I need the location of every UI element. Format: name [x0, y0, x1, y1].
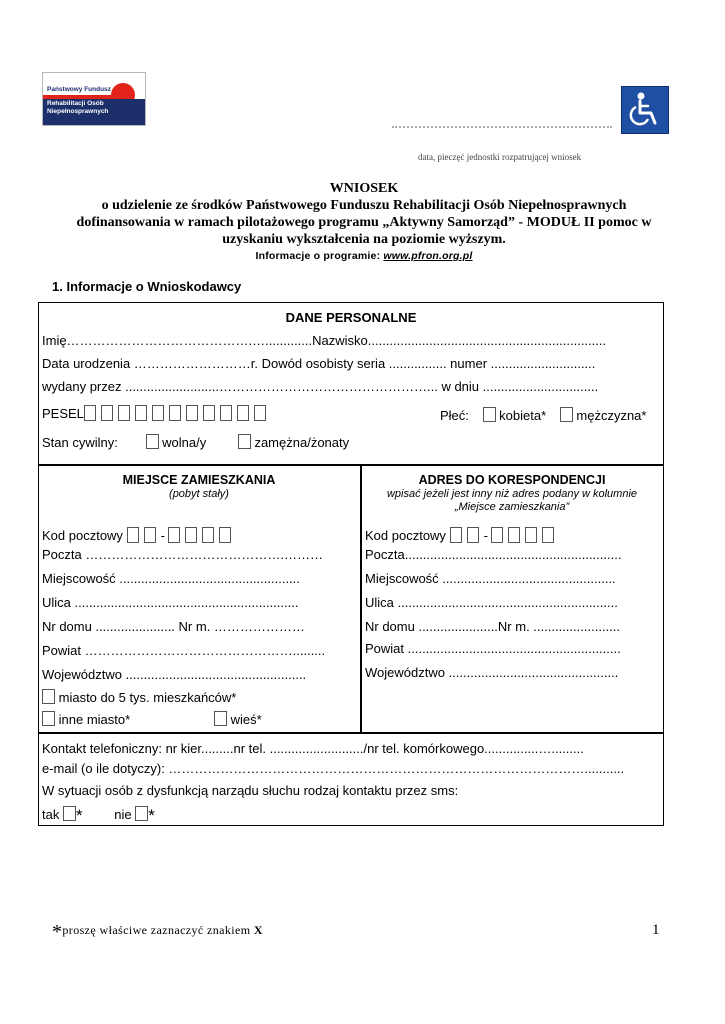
- village-option: [214, 711, 262, 728]
- residence-zip-row: [42, 527, 236, 544]
- sms-options: [42, 806, 155, 824]
- correspondence-county[interactable]: Powiat ...........................................................: [365, 641, 621, 656]
- title-line2: o udzielenie ze środków Państwowego Funduszu Rehabilitacji Osób Niepełnosprawnych: [101, 198, 627, 213]
- pesel-row: [42, 405, 271, 422]
- correspondence-post[interactable]: Poczta............................................................: [365, 547, 622, 562]
- section-heading: 1. Informacje o Wnioskodawcy: [52, 279, 242, 294]
- male-checkbox[interactable]: [560, 407, 573, 422]
- logo-line2: Rehabilitacji Osób Niepełnosprawnych: [47, 100, 109, 115]
- logo-line1: Państwowy Fundusz: [47, 86, 111, 93]
- residence-sub: (pobyt stały): [169, 488, 229, 500]
- correspondence-header: ADRES DO KORESPONDENCJI: [418, 473, 606, 487]
- pesel-label: PESEL: [42, 406, 84, 421]
- correspondence-sub1: wpisać jeżeli jest inny niż adres podany w kolumnie: [386, 488, 638, 500]
- footnote-mark: X: [253, 923, 263, 937]
- issued-field[interactable]: wydany przez ..........................…………………………………………... w dniu ................................: [42, 379, 599, 394]
- residence-street[interactable]: Ulica ..............................................................: [42, 595, 299, 610]
- title-line3: dofinansowania w ramach pilotażowego programu „Aktywny Samorząd” - MODUŁ II pomoc w: [76, 215, 652, 230]
- correspondence-zip-label: Kod pocztowy: [365, 528, 446, 543]
- page-number: 1: [652, 922, 660, 938]
- correspondence-sub2: „Miejsce zamieszkania”: [454, 501, 570, 513]
- small-city-label: miasto do 5 tys. mieszkańców*: [58, 690, 237, 705]
- program-info: [40, 250, 688, 262]
- program-info-label: Informacje o programie:: [255, 250, 381, 262]
- residence-post[interactable]: Poczta ……………………………………….………: [42, 547, 323, 562]
- female-label: kobieta*: [499, 408, 547, 423]
- title-line1: WNIOSEK: [329, 181, 399, 196]
- correspondence-zip-boxes[interactable]: -: [450, 528, 559, 543]
- pfron-logo: [42, 72, 146, 126]
- small-city-checkbox[interactable]: [42, 689, 55, 704]
- residence-county[interactable]: Powiat ………………………………………….........: [42, 643, 326, 658]
- gender-label: Płeć:: [440, 408, 469, 423]
- married-checkbox[interactable]: [238, 434, 251, 449]
- correspondence-zip-row: [365, 527, 559, 544]
- other-city-checkbox[interactable]: [42, 711, 55, 726]
- sms-no-label: nie: [114, 807, 132, 822]
- pesel-boxes[interactable]: [84, 406, 271, 421]
- other-city-option: [42, 711, 130, 728]
- program-link[interactable]: www.pfron.org.pl: [383, 250, 473, 262]
- sms-question: W sytuacji osób z dysfunkcją narządu słuchu rodzaj kontaktu przez sms:: [42, 783, 459, 798]
- correspondence-city[interactable]: Miejscowość ................................................: [365, 571, 616, 586]
- residence-house[interactable]: Nr domu ...................... Nr m. …………………: [42, 619, 305, 634]
- correspondence-house[interactable]: Nr domu ......................Nr m. ........................: [365, 619, 620, 634]
- wheelchair-icon: [621, 86, 669, 134]
- residence-city[interactable]: Miejscowość ..................................................: [42, 571, 300, 586]
- residence-zip-boxes[interactable]: -: [127, 528, 236, 543]
- village-label: wieś*: [230, 712, 262, 727]
- email-field[interactable]: e-mail (o ile dotyczy): ……………………………………………………………………………………...........: [42, 761, 625, 776]
- sms-yes-checkbox[interactable]: [63, 806, 76, 821]
- civil-row: [42, 434, 349, 451]
- male-label: mężczyzna*: [576, 408, 647, 423]
- footnote: [52, 921, 263, 944]
- name-field[interactable]: Imię…………………………………….….............Nazwisko..................................................................: [42, 333, 607, 348]
- civil-label: Stan cywilny:: [42, 435, 118, 450]
- small-city-option: [42, 689, 236, 706]
- personal-header: DANE PERSONALNE: [285, 310, 417, 325]
- sms-yes-label: tak: [42, 807, 60, 822]
- footnote-text: proszę właściwe zaznaczyć znakiem: [62, 923, 254, 937]
- female-checkbox[interactable]: [483, 407, 496, 422]
- title-line4: uzyskaniu wykształcenia na poziomie wyższym.: [222, 232, 506, 247]
- gender-row: [440, 407, 646, 424]
- residence-voivodeship[interactable]: Województwo ..................................................: [42, 667, 307, 682]
- sms-no-star: *: [148, 806, 155, 825]
- sms-yes-star: *: [75, 806, 83, 825]
- phone-field[interactable]: Kontakt telefoniczny: nr kier.........nr tel. ........................../nr tel. komórkowego...............….........: [42, 741, 584, 756]
- footnote-star: *: [52, 921, 63, 943]
- sms-no-checkbox[interactable]: [135, 806, 148, 821]
- correspondence-voivodeship[interactable]: Województwo ...............................................: [365, 665, 619, 680]
- village-checkbox[interactable]: [214, 711, 227, 726]
- correspondence-street[interactable]: Ulica .............................................................: [365, 595, 618, 610]
- stamp-label: data, pieczęć jednostki rozpatrującej wniosek: [418, 152, 582, 162]
- stamp-dotted-line: [392, 126, 612, 132]
- document-title: [40, 180, 688, 248]
- single-label: wolna/y: [162, 435, 207, 450]
- residence-header: MIEJSCE ZAMIESZKANIA: [122, 473, 276, 487]
- single-checkbox[interactable]: [146, 434, 159, 449]
- married-label: zamężna/żonaty: [254, 435, 350, 450]
- other-city-label: inne miasto*: [58, 712, 131, 727]
- residence-zip-label: Kod pocztowy: [42, 528, 123, 543]
- birth-id-field[interactable]: Data urodzenia ………………………r. Dowód osobisty seria ................ numer .............................: [42, 356, 596, 371]
